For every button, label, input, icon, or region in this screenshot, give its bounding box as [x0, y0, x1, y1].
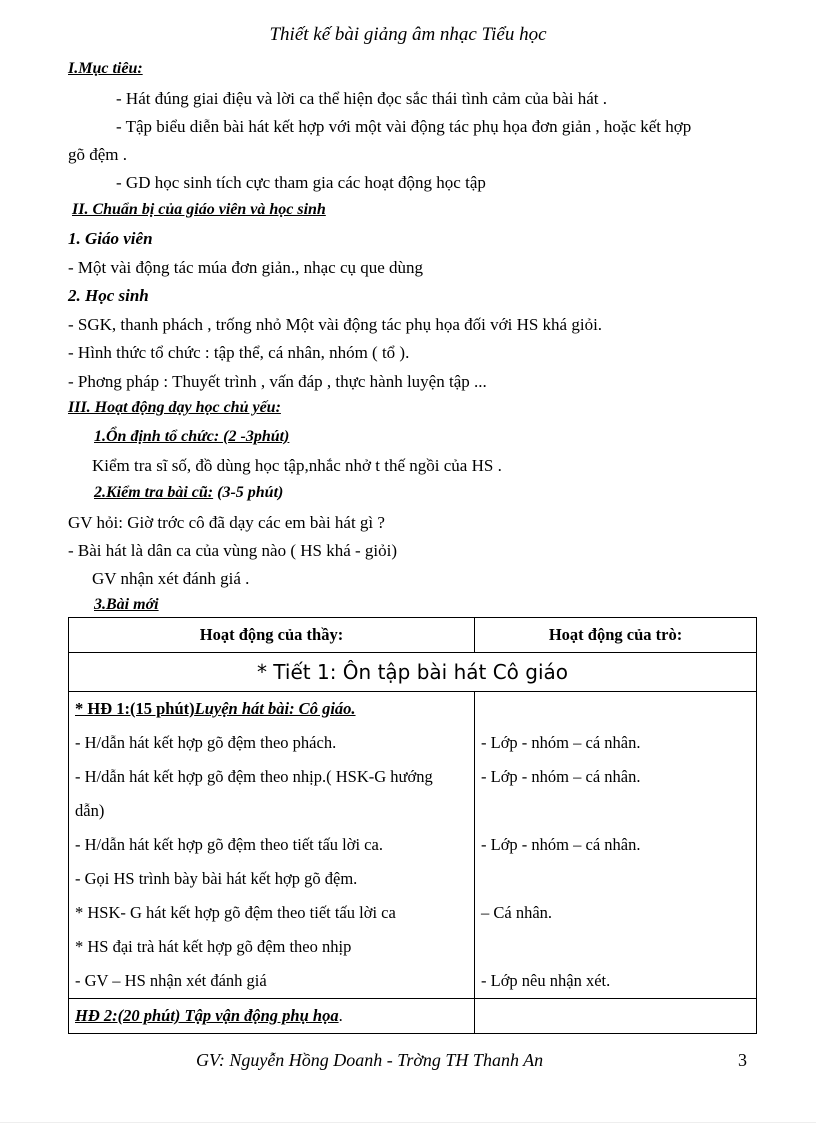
step2-label: 2.Kiểm tra bài cũ:	[94, 484, 214, 501]
step2-time: (3-5 phút)	[213, 484, 284, 501]
hd1-prefix: * HĐ 1:(15 phút)	[75, 699, 195, 718]
student-row	[475, 794, 756, 828]
hd2-period: .	[338, 1006, 343, 1025]
teacher-row: dẫn)	[75, 801, 105, 820]
teacher-row: - GV – HS nhận xét đánh giá	[75, 971, 267, 990]
page-footer: GV: Nguyễn Hồng Doanh - Trờng TH Thanh An	[196, 1050, 544, 1070]
student-column-header: Hoạt động của trò:	[475, 618, 757, 653]
step2-heading	[94, 484, 283, 502]
step2-evaluation: GV nhận xét đánh giá .	[92, 569, 250, 588]
page-number: 3	[738, 1050, 747, 1070]
hd2-row	[69, 999, 757, 1034]
teacher-column-header: Hoạt động của thầy:	[69, 618, 475, 653]
step1-heading: 1.Ổn định tổ chức: (2 -3phút)	[94, 428, 290, 445]
tiet-title: * Tiết 1: Ôn tập bài hát Cô giáo	[69, 653, 757, 692]
student-row	[475, 862, 756, 896]
table-header-row	[69, 618, 757, 653]
section2-heading: II. Chuẩn bị của giáo viên và học sinh	[72, 201, 326, 218]
student-row	[475, 930, 756, 964]
teacher-activities	[69, 692, 475, 999]
student-row: - Lớp - nhóm – cá nhân.	[481, 733, 641, 752]
step3-heading: 3.Bài mới	[94, 596, 159, 613]
page-header: Thiết kế bài giảng âm nhạc Tiểu học	[269, 24, 547, 45]
step2-question: GV hỏi: Giờ trớc cô đã dạy các em bài hát gì ?	[68, 513, 385, 532]
tiet-row	[69, 653, 757, 692]
student-row: – Cá nhân.	[481, 903, 553, 922]
hd1-title: Luyện hát bài: Cô giáo.	[194, 699, 356, 718]
student-row: - Lớp - nhóm – cá nhân.	[481, 767, 641, 786]
activity-table	[68, 617, 757, 1034]
student-row	[475, 692, 756, 726]
teaching-method: - Phơng pháp : Thuyết trình , vấn đáp , thực hành luyện tập ...	[68, 372, 487, 391]
teacher-row: - H/dẫn hát kết hợp gõ đệm theo tiết tấu lời ca.	[75, 835, 383, 854]
table-body-row	[69, 692, 757, 999]
objective-3: - GD học sinh tích cực tham gia các hoạt động học tập	[116, 173, 486, 192]
hd1-heading	[69, 692, 474, 726]
student-activities	[475, 692, 757, 999]
teacher-prep: - Một vài động tác múa đơn giản., nhạc cụ que dùng	[68, 258, 424, 277]
student-row: - Lớp - nhóm – cá nhân.	[481, 835, 641, 854]
objective-2-cont: gõ đệm .	[68, 145, 128, 164]
student-row: - Lớp nêu nhận xét.	[481, 971, 611, 990]
objective-2: - Tập biểu diễn bài hát kết hợp với một vài động tác phụ họa đơn giản , hoặc kết hợp	[116, 117, 692, 136]
section3-heading: III. Hoạt động dạy học chủ yếu:	[68, 399, 281, 416]
teacher-row: * HS đại trà hát kết hợp gõ đệm theo nhịp	[75, 937, 352, 956]
step1-text: Kiểm tra sĩ số, đồ dùng học tập,nhắc nhở t thế ngồi của HS .	[92, 456, 502, 475]
teacher-row: - H/dẫn hát kết hợp gõ đệm theo nhịp.( HSK-G hướng	[75, 767, 433, 786]
section1-heading: I.Mục tiêu:	[68, 60, 143, 77]
hd2-student-cell	[475, 999, 757, 1034]
teacher-row: - H/dẫn hát kết hợp gõ đệm theo phách.	[75, 733, 337, 752]
student-subheading: 2. Học sinh	[68, 286, 149, 305]
teacher-row: * HSK- G hát kết hợp gõ đệm theo tiết tấu lời ca	[75, 903, 396, 922]
step2-question-2: - Bài hát là dân ca của vùng nào ( HS khá - giỏi)	[68, 541, 398, 560]
hd2-cell	[69, 999, 475, 1034]
student-prep: - SGK, thanh phách , trống nhỏ Một vài động tác phụ họa đối với HS khá giỏi.	[68, 315, 603, 334]
organization-form: - Hình thức tổ chức : tập thể, cá nhân, nhóm ( tổ ).	[68, 343, 410, 362]
hd2-heading: HĐ 2:(20 phút) Tập vận động phụ họa	[75, 1006, 339, 1025]
teacher-subheading: 1. Giáo viên	[68, 229, 153, 248]
objective-1: - Hát đúng giai điệu và lời ca thể hiện đọc sắc thái tình cảm của bài hát .	[116, 89, 607, 108]
teacher-row: - Gọi HS trình bày bài hát kết hợp gõ đệm.	[75, 869, 358, 888]
